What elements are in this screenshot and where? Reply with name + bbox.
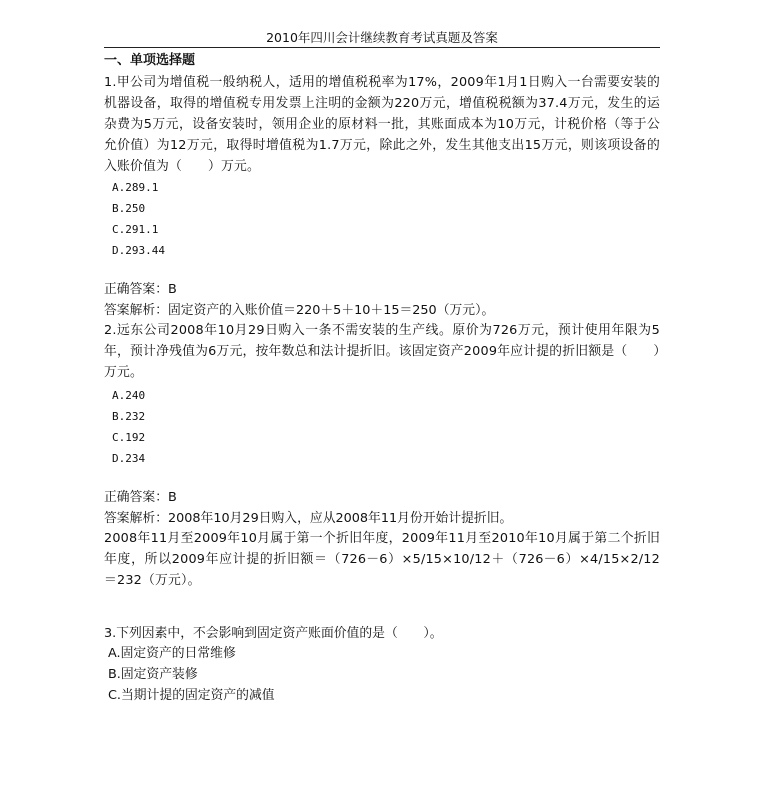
question-1-stem: 1.甲公司为增值税一般纳税人，适用的增值税税率为17%，2009年1月1日购入一台需要安装的机器设备，取得的增值税专用发票上注明的金额为220万元，增值税税额为37.4万元，发生的运杂费为5万元，设备安装时，领用企业的原材料一批，其账面成本为10万元，计税价格（等于公允价值）为12万元，取得时增值税为1.7万元，除此之外，发生其他支出15万元，则该项设备的入账价值为（ ）万元。 bbox=[104, 75, 660, 174]
question-2-option-b: B.232 bbox=[112, 410, 146, 423]
question-3-option-b: B.固定资产装修 bbox=[108, 667, 198, 682]
question-3-option-a: A.固定资产的日常维修 bbox=[108, 646, 236, 661]
question-1-option-c: C.291.1 bbox=[112, 223, 159, 236]
question-1-answer: 正确答案：B bbox=[104, 282, 177, 297]
question-1-analysis: 答案解析：固定资产的入账价值＝220＋5＋10＋15＝250（万元）。 bbox=[104, 303, 495, 318]
question-2-option-d: D.234 bbox=[112, 452, 146, 465]
question-1-option-d: D.293.44 bbox=[112, 244, 165, 257]
document-header: 2010年四川会计继续教育考试真题及答案 bbox=[104, 30, 660, 48]
question-2-analysis-2: 2008年11月至2009年10月属于第一个折旧年度，2009年11月至2010年10月属于第二个折旧年度，所以2009年应计提的折旧额＝（726－6）×5/15×10/12＋（726－6）×4/15×2/12＝232（万元）。 bbox=[104, 531, 660, 588]
question-3-stem: 3.下列因素中，不会影响到固定资产账面价值的是（ ）。 bbox=[104, 626, 443, 641]
question-2-option-a: A.240 bbox=[112, 389, 146, 402]
question-2-option-c: C.192 bbox=[112, 431, 146, 444]
question-3-option-c: C.当期计提的固定资产的减值 bbox=[108, 688, 275, 703]
question-1-option-b: B.250 bbox=[112, 202, 146, 215]
question-2-answer: 正确答案：B bbox=[104, 490, 177, 505]
question-2-stem: 2.远东公司2008年10月29日购入一条不需安装的生产线。原价为726万元，预计使用年限为5年，预计净残值为6万元，按年数总和法计提折旧。该固定资产2009年应计提的折旧额是（ ）万元。 bbox=[104, 323, 660, 380]
question-2-analysis-1: 答案解析：2008年10月29日购入，应从2008年11月份开始计提折旧。 bbox=[104, 511, 513, 526]
question-1-option-a: A.289.1 bbox=[112, 181, 159, 194]
section-title: 一、单项选择题 bbox=[104, 53, 196, 68]
